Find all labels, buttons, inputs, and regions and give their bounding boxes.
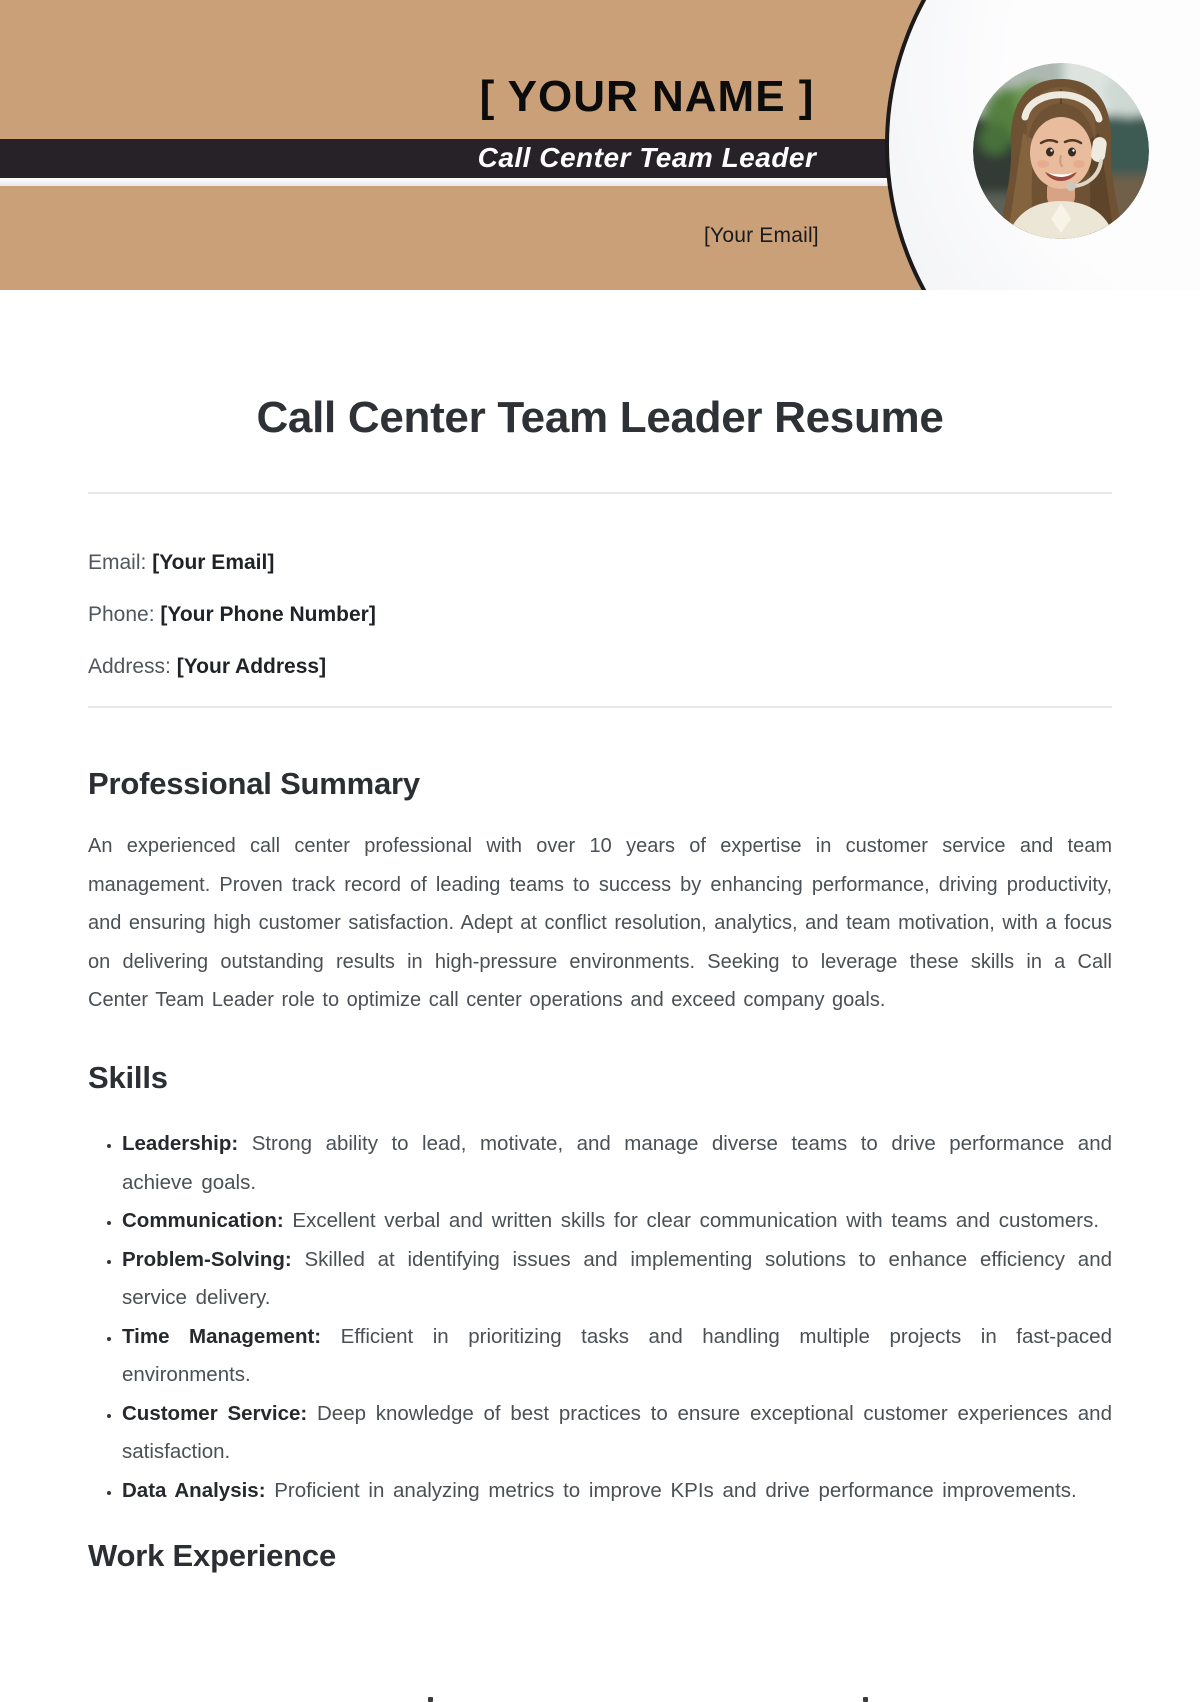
resume-body	[0, 290, 1200, 1576]
skill-item-leadership	[122, 1125, 1112, 1202]
clipped-next-line-mark	[428, 1697, 433, 1702]
document-title: Call Center Team Leader Resume	[256, 393, 944, 442]
skill-label: Time Management:	[122, 1324, 322, 1348]
section-heading-professional-summary: Professional Summary	[88, 766, 420, 801]
contact-label: Address:	[88, 655, 171, 678]
contact-line-address	[88, 654, 1112, 680]
skill-label: Data Analysis:	[122, 1478, 266, 1502]
contact-line-phone	[88, 602, 1112, 628]
clipped-next-line-mark	[863, 1697, 868, 1702]
contact-label: Phone:	[88, 603, 155, 626]
header-name: [ YOUR NAME ]	[479, 72, 815, 121]
skill-text: Strong ability to lead, motivate, and manage diverse teams to drive performance and achieve goals.	[122, 1132, 1112, 1194]
skill-item-problem-solving	[122, 1241, 1112, 1318]
skill-text: Excellent verbal and written skills for clear communication with teams and customers.	[292, 1209, 1100, 1232]
skill-text: Deep knowledge of best practices to ensure exceptional customer experiences and satisfaction.	[122, 1401, 1112, 1463]
skill-item-communication	[122, 1202, 1112, 1241]
divider-top	[88, 492, 1112, 494]
section-skills	[88, 1058, 1112, 1510]
skill-item-data-analysis	[122, 1472, 1112, 1511]
header-banner	[0, 0, 1200, 290]
skill-label: Leadership:	[122, 1132, 239, 1155]
contact-label: Email:	[88, 551, 147, 574]
skill-text: Proficient in analyzing metrics to improve KPIs and drive performance improvements.	[274, 1478, 1077, 1502]
professional-summary-text: An experienced call center professional with over 10 years of expertise in customer service and team management. Proven track record of leading teams to success by enhancing performance, driving productivity, and ensuring high customer satisfaction. Adept at conflict resolution, analytics, and team motivation, with a focus on delivering outstanding results in high-pressure environments. Seeking to leverage these skills in a Call Center Team Leader role to optimize call center operations and exceed company goals.	[88, 835, 1112, 1011]
section-work-experience	[88, 1536, 1112, 1576]
skill-text: Skilled at identifying issues and implementing solutions to enhance efficiency and service delivery.	[122, 1247, 1112, 1309]
profile-photo	[973, 63, 1149, 239]
section-heading-skills: Skills	[88, 1060, 168, 1095]
skill-item-customer-service	[122, 1395, 1112, 1472]
header-job-title: Call Center Team Leader	[477, 142, 817, 173]
contact-value: [Your Address]	[176, 655, 327, 678]
skill-item-time-management	[122, 1318, 1112, 1395]
contact-value: [Your Email]	[152, 551, 275, 574]
skill-label: Communication:	[122, 1209, 284, 1232]
skill-text: Efficient in prioritizing tasks and handling multiple projects in fast-paced environments.	[122, 1324, 1112, 1386]
skills-list	[88, 1125, 1112, 1510]
skill-label: Problem-Solving:	[122, 1247, 292, 1271]
contact-line-email	[88, 550, 1112, 576]
contact-value: [Your Phone Number]	[160, 603, 376, 626]
header-email: [Your Email]	[704, 224, 819, 247]
profile-photo-illustration	[973, 63, 1149, 239]
skill-label: Customer Service:	[122, 1401, 308, 1425]
section-heading-work-experience: Work Experience	[88, 1538, 336, 1573]
contact-block	[88, 550, 1112, 680]
section-professional-summary	[88, 764, 1112, 1058]
divider-contact-bottom	[88, 706, 1112, 708]
